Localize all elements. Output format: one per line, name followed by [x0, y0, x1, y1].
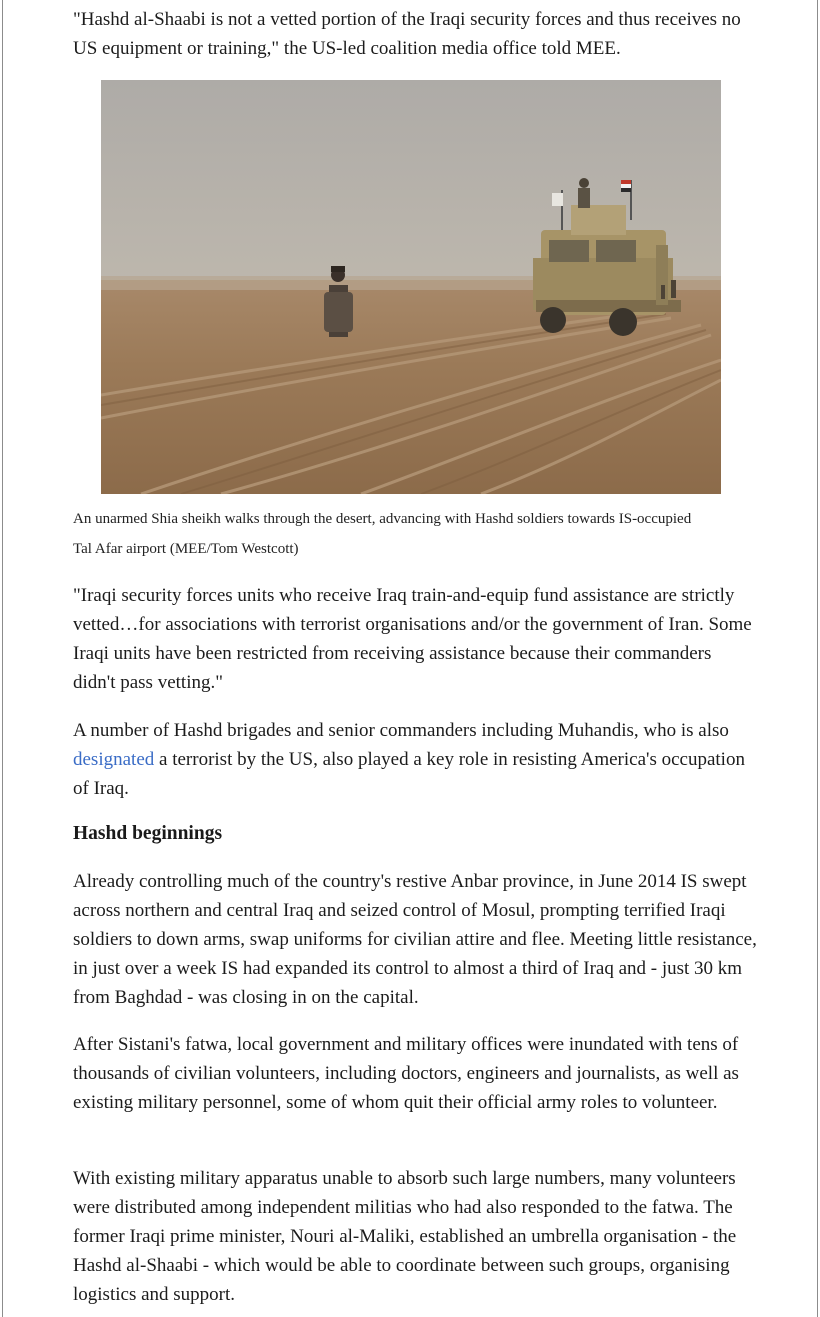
page — [2, 0, 818, 1317]
paragraph-is-advance: Already controlling much of the country's restive Anbar province, in June 2014 IS swept across northern and central Iraq and seized control of Mosul, prompting terrified Iraqi soldiers to down arms, swap uniforms for civilian attire and flee. Meeting little resistance, in just over a week IS had expanded its control to almost a third of Iraq and - just 30 km from Baghdad - was closing in on the capital. — [73, 871, 757, 1008]
paragraph-vetting-quote: "Iraqi security forces units who receive Iraq train-and-equip fund assistance are strictly vetted…for associations with terrorist organisations and/or the government of Iran. Some Iraqi units have been restricted from receiving assistance because their commanders didn't pass vetting." — [73, 585, 752, 693]
paragraph-muhandis — [73, 716, 758, 803]
section-heading: Hashd beginnings — [73, 823, 223, 844]
designated-link[interactable]: designated — [73, 749, 155, 770]
paragraph-coalition-quote: "Hashd al-Shaabi is not a vetted portion of the Iraqi security forces and thus receives no US equipment or training," the US-led coalition media office told MEE. — [73, 9, 741, 59]
photo-caption: An unarmed Shia sheikh walks through the desert, advancing with Hashd soldiers towards IS-occupied Tal Afar airport (MEE/Tom Westcott) — [73, 511, 692, 557]
paragraph-fatwa-volunteers: After Sistani's fatwa, local government and military offices were inundated with tens of thousands of civilian volunteers, including doctors, engineers and journalists, as well as existing military personnel, some of whom quit their official army roles to volunteer. — [73, 1034, 739, 1113]
paragraph-maliki-umbrella: With existing military apparatus unable to absorb such large numbers, many volunteers were distributed among independent militias who had also responded to the fatwa. The former Iraqi prime minister, Nouri al-Maliki, established an umbrella organisation - the Hashd al-Shaabi - which would be able to coordinate between such groups, organising logistics and support. — [73, 1168, 737, 1305]
p3-text-before: A number of Hashd brigades and senior commanders including Muhandis, who is also — [73, 720, 729, 741]
desert-photo-illustration — [101, 80, 721, 494]
article-photo — [101, 80, 721, 494]
p3-text-after: a terrorist by the US, also played a key role in resisting America's occupation of Iraq. — [73, 749, 745, 799]
